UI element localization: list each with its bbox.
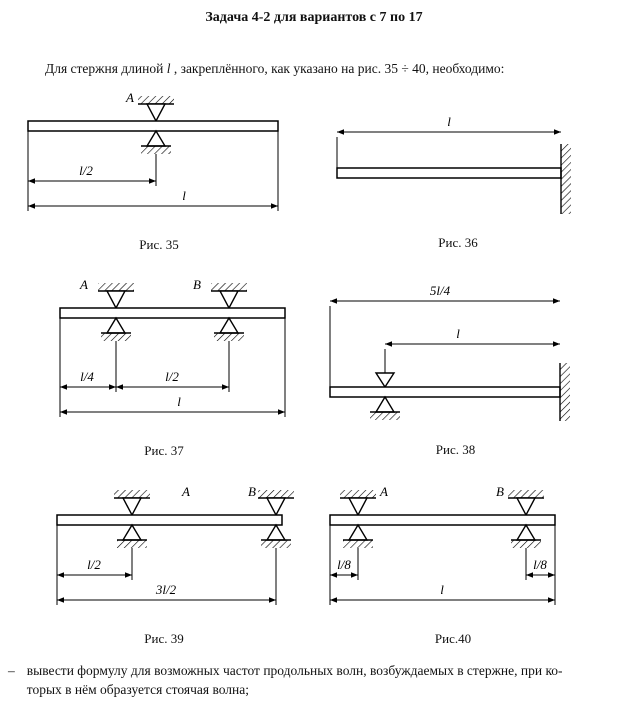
support-a-label: A bbox=[126, 90, 134, 105]
figure-39 bbox=[24, 478, 304, 647]
dim-label-quarter: l/4 bbox=[80, 369, 94, 384]
intro-text-1: Для стержня длиной bbox=[45, 61, 167, 76]
figure-40-caption: Рис.40 bbox=[434, 631, 472, 646]
rod bbox=[60, 308, 285, 318]
figure-38-caption: Рис. 38 bbox=[435, 442, 476, 457]
figure-39-caption: Рис. 39 bbox=[144, 631, 184, 646]
figure-38 bbox=[328, 283, 583, 458]
fixed-wall bbox=[561, 144, 571, 214]
task-item bbox=[8, 661, 622, 699]
rod bbox=[28, 121, 278, 131]
support-a-top bbox=[114, 490, 150, 515]
support-b-bottom bbox=[214, 318, 244, 341]
support-a-bottom bbox=[141, 131, 171, 154]
support-a-bottom bbox=[101, 318, 131, 341]
rod bbox=[330, 387, 560, 397]
figure-36-caption: Рис. 36 bbox=[438, 235, 478, 250]
dimension-lines bbox=[337, 132, 561, 168]
dim-label-half: l/2 bbox=[87, 557, 101, 572]
support-b-label: B bbox=[193, 277, 201, 292]
dim-label-eighth-right: l/8 bbox=[533, 557, 547, 572]
support-a-top bbox=[340, 490, 376, 515]
support-b-top bbox=[508, 490, 544, 515]
dim-label-half: l/2 bbox=[165, 369, 179, 384]
figure-35 bbox=[24, 86, 294, 253]
figure-35-caption: Рис. 35 bbox=[139, 237, 179, 252]
fixed-wall bbox=[560, 363, 570, 421]
dimension-lines bbox=[60, 318, 285, 417]
dim-label-eighth-left: l/8 bbox=[337, 557, 351, 572]
dim-label-full: l bbox=[440, 582, 444, 597]
support-b-bottom bbox=[511, 525, 541, 548]
support-a-bottom bbox=[117, 525, 147, 548]
bullet-dash: – bbox=[8, 663, 15, 678]
figure-36 bbox=[333, 110, 583, 251]
support-a-label: A bbox=[380, 484, 388, 499]
support-b-bottom bbox=[261, 525, 291, 548]
figure-37 bbox=[24, 272, 304, 459]
task-text-line2: торых в нём образуется стоячая волна; bbox=[26, 682, 250, 698]
support-b-label: B bbox=[248, 484, 256, 499]
support-top bbox=[376, 373, 394, 387]
intro-text-2: , закреплённого, как указано на рис. 35 ÷ 40, необходимо: bbox=[170, 61, 505, 76]
rod bbox=[337, 168, 561, 178]
support-b-top bbox=[258, 490, 294, 515]
support-a-bottom bbox=[343, 525, 373, 548]
figure-37-drawing bbox=[24, 272, 304, 440]
figure-40 bbox=[328, 478, 578, 647]
figure-39-drawing bbox=[24, 478, 304, 628]
task-text bbox=[27, 661, 563, 699]
rod-length-symbol: l bbox=[166, 61, 171, 76]
figure-36-drawing bbox=[333, 110, 583, 232]
dim-label-full: l bbox=[182, 188, 186, 203]
task-text-line1: вывести формулу для возможных частот продольных волн, возбуждаемых в стержне, при ко- bbox=[26, 663, 563, 678]
dim-label-full: l bbox=[177, 394, 181, 409]
dim-label-half: l/2 bbox=[79, 163, 93, 178]
intro-paragraph bbox=[45, 61, 605, 77]
figure-37-caption: Рис. 37 bbox=[144, 443, 184, 458]
dim-label-three-halves: 3l/2 bbox=[155, 582, 177, 597]
dim-label-full: l bbox=[456, 326, 460, 341]
support-a-label: A bbox=[182, 484, 190, 499]
rod bbox=[330, 515, 555, 525]
figure-38-drawing bbox=[328, 283, 583, 439]
page-title: Задача 4-2 для вариантов с 7 по 17 bbox=[205, 10, 423, 25]
support-b-label: B bbox=[496, 484, 504, 499]
figure-35-drawing bbox=[24, 86, 294, 234]
support-a-top bbox=[98, 283, 134, 308]
dim-label-five-quarters: 5l/4 bbox=[429, 283, 451, 298]
support-bottom bbox=[370, 397, 400, 420]
support-a-top bbox=[138, 96, 174, 121]
support-a-label: A bbox=[80, 277, 88, 292]
rod bbox=[57, 515, 282, 525]
dimension-lines bbox=[330, 301, 560, 387]
support-b-top bbox=[211, 283, 247, 308]
figure-40-drawing bbox=[328, 478, 578, 628]
dim-label-full: l bbox=[447, 114, 451, 129]
